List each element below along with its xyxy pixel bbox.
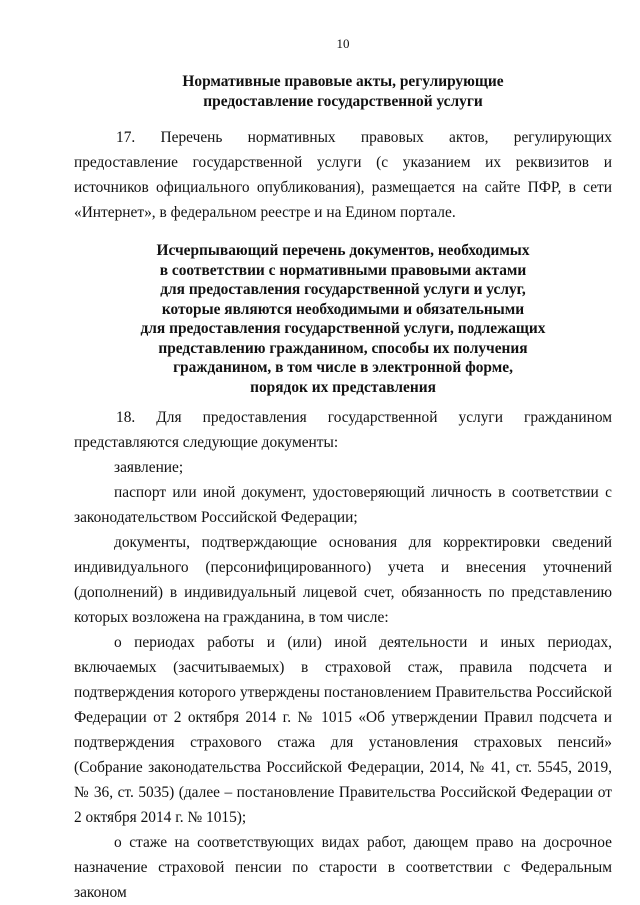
list-item-passport: паспорт или иной документ, удостоверяющий личность в соответствии с законодательством Российской Федерации;: [74, 484, 612, 526]
list-item-application: заявление;: [114, 459, 184, 476]
paragraph-18: 18. Для предоставления государственной услуги гражданином представляются следующие документы:: [74, 409, 612, 451]
heading-line: в соответствии с нормативными правовыми актами: [159, 261, 527, 279]
heading-line: порядок их представления: [250, 378, 436, 396]
heading-line: Нормативные правовые акты, регулирующие: [182, 73, 504, 90]
list-item-work-periods: о периодах работы и (или) иной деятельности и иных периодах, включаемых (засчитываемых) в страховой стаж, правила подсчета и подтверждения которого утверждены постановлением Правительства Российской Федерации от 2 октября 2014 г. № 1015 «Об утверждении Правил подсчета и подтверждения страхового стажа для установления страховых пенсий» (Собрание законодательства Российской Федерации, 2014, № 41, ст. 5545, 2019, № 36, ст. 5035) (далее – постановление Правительства Российской Федерации от 2 октября 2014 г. № 1015);: [74, 634, 612, 826]
list-item-documents: документы, подтверждающие основания для корректировки сведений индивидуального (персонифицированного) учета и внесения уточнений (дополнений) в индивидуальный лицевой счет, обязанность по представлению которых возложена на гражданина, в том числе:: [74, 534, 612, 626]
section-heading-regulatory-acts: [74, 72, 612, 111]
heading-line: которые являются необходимыми и обязательными: [161, 300, 525, 318]
heading-line: представлению гражданином, способы их получения: [158, 339, 528, 357]
heading-line: для предоставления государственной услуги и услуг,: [160, 281, 526, 298]
section-heading-documents-list: [74, 241, 612, 397]
heading-line: для предоставления государственной услуги, подлежащих: [140, 320, 546, 337]
heading-line: гражданином, в том числе в электронной форме,: [173, 359, 513, 376]
page-number: 10: [336, 36, 350, 51]
heading-line: предоставление государственной услуги: [203, 92, 483, 110]
paragraph-17: 17. Перечень нормативных правовых актов, регулирующих предоставление государственной услуги (с указанием их реквизитов и источников официального опубликования), размещается на сайте ПФР, в сети «Интернет», в федеральном реестре и на Едином портале.: [74, 129, 612, 221]
list-item-special-experience: о стаже на соответствующих видах работ, дающем право на досрочное назначение страховой пенсии по старости в соответствии с Федеральным законом: [74, 834, 612, 901]
heading-line: Исчерпывающий перечень документов, необходимых: [156, 242, 530, 259]
